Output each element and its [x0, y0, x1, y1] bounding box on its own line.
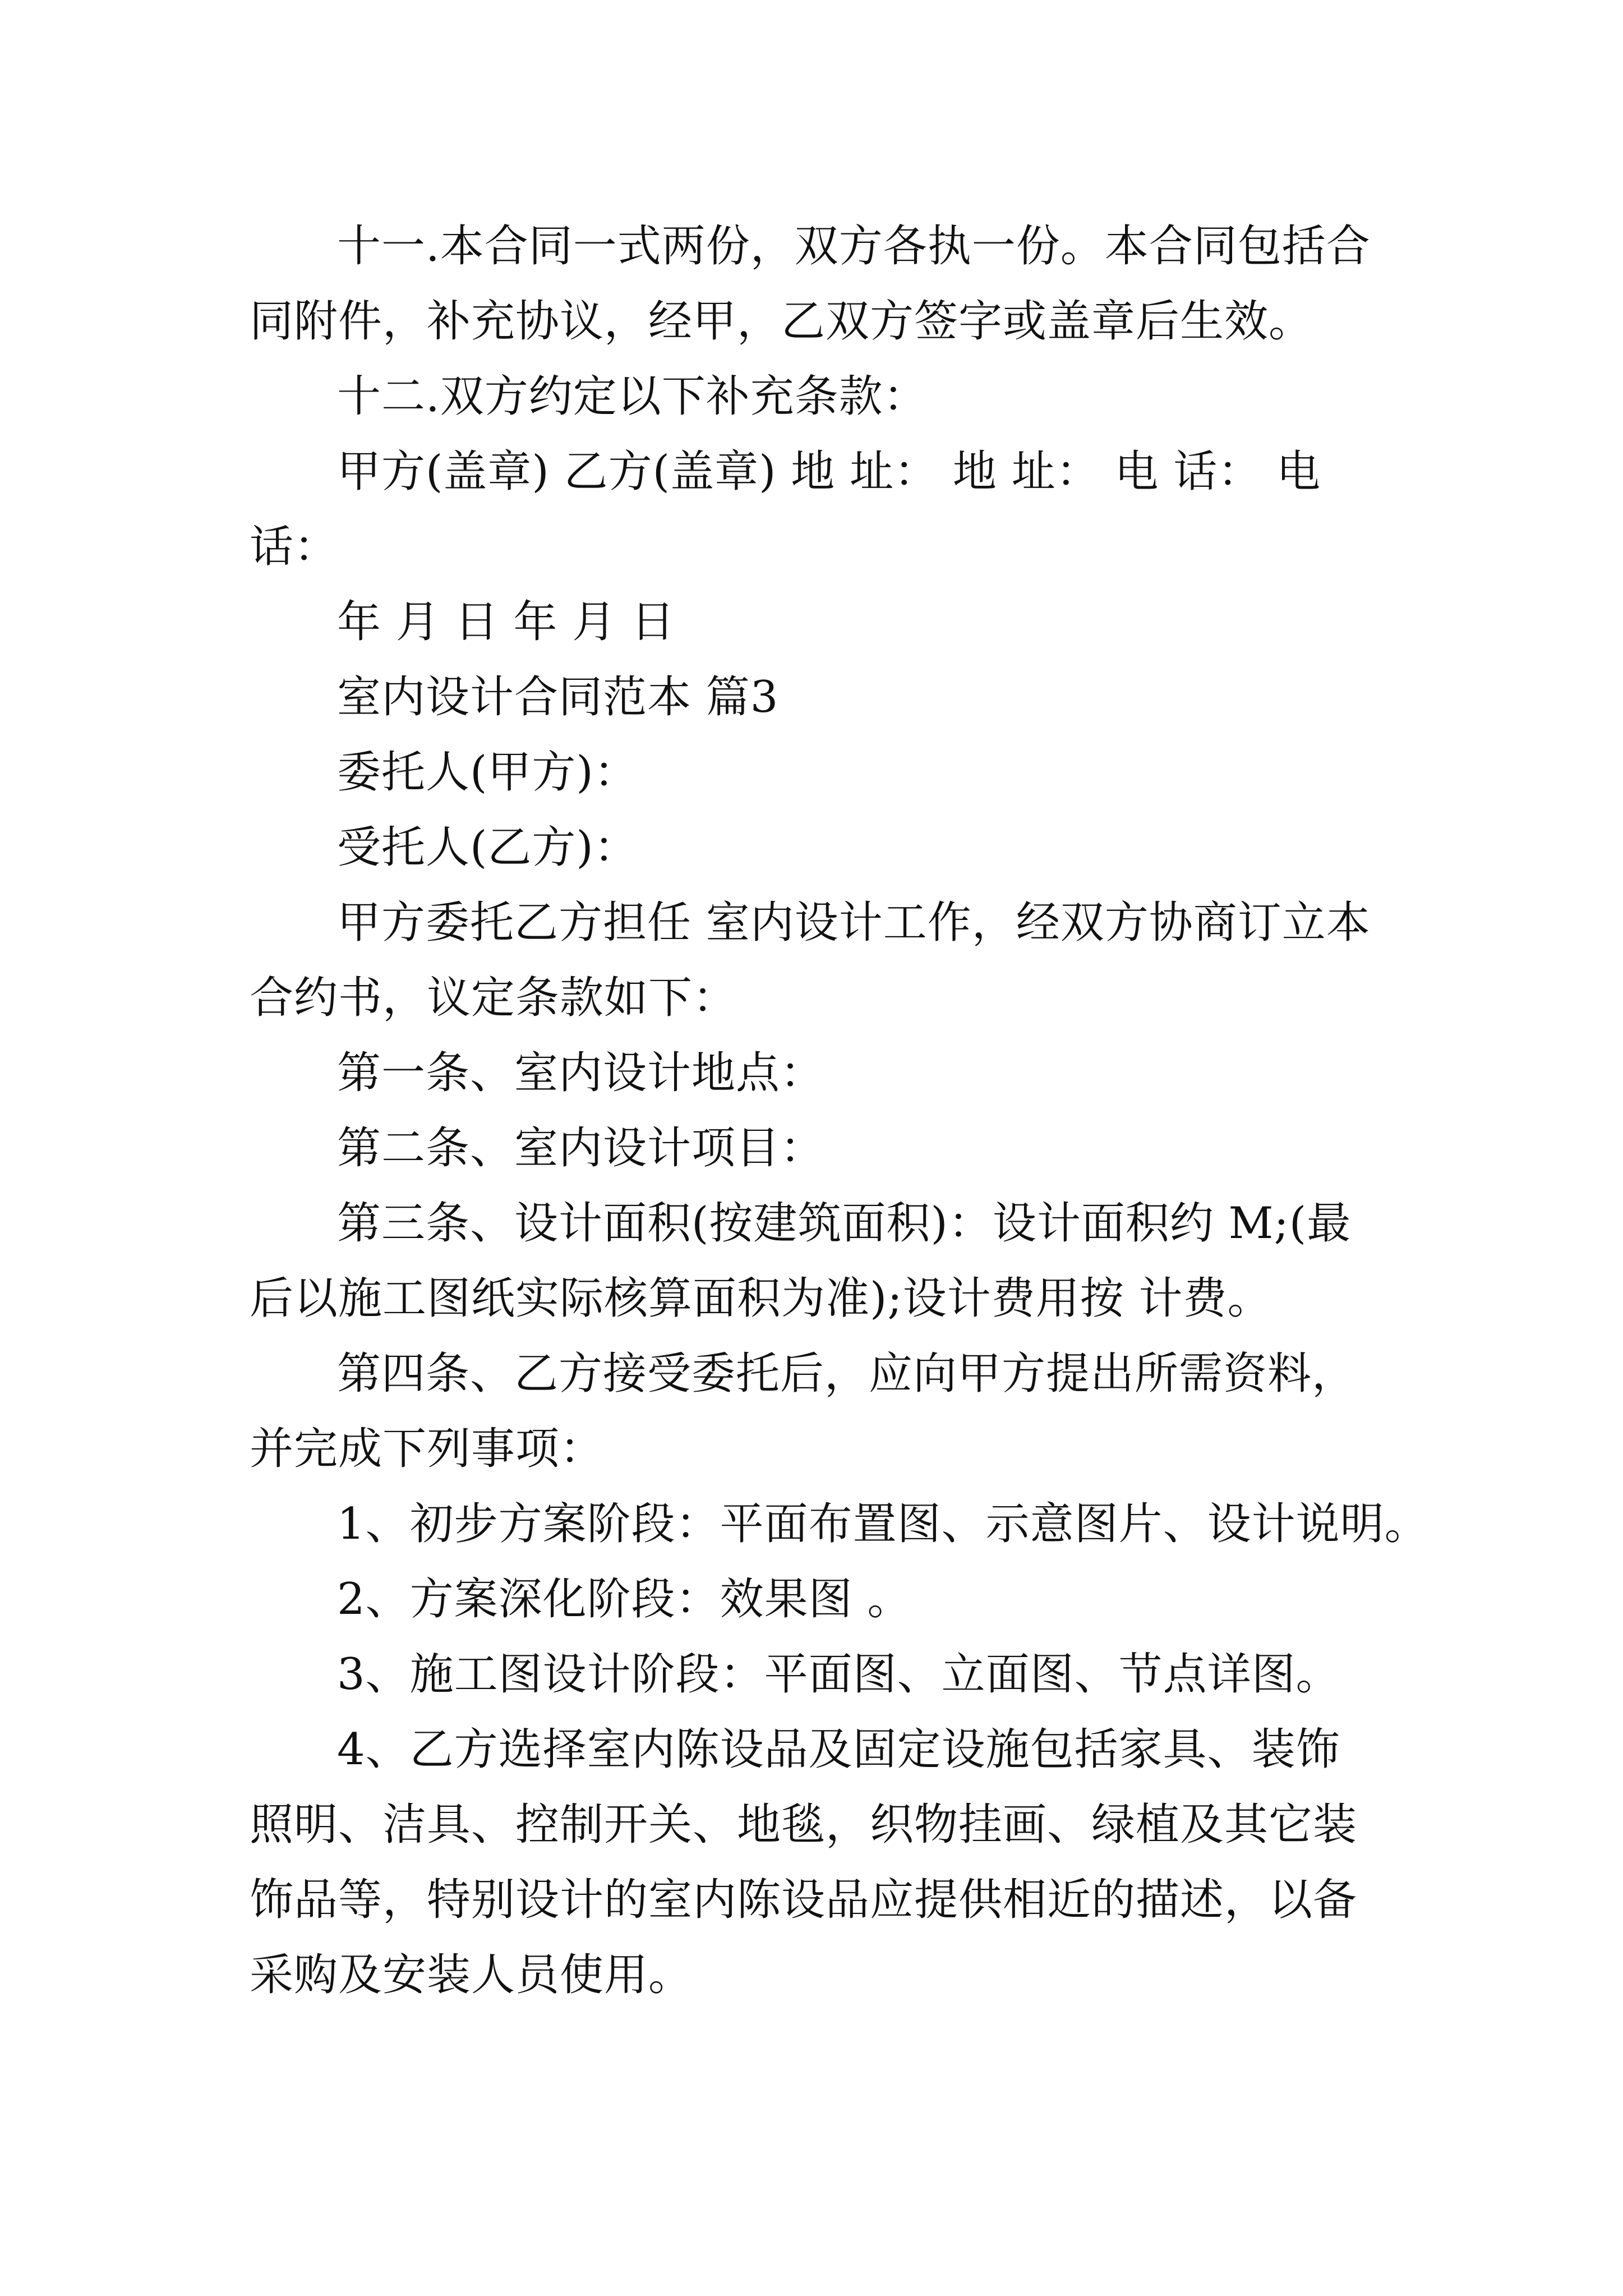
article-1-paragraph: 第一条、室内设计地点： [337, 1048, 825, 1098]
signature-fields-paragraph: 甲方(盖章) 乙方(盖章) 地 址： 地 址： 电 话： 电话： [250, 447, 1321, 572]
clause-11-paragraph: 十一.本合同一式两份，双方各执一份。本合同包括合同附件，补充协议，经甲，乙双方签字或盖章后生效。 [250, 221, 1371, 347]
item-1-paragraph: 1、初步方案阶段：平面布置图、示意图片、设计说明。 [337, 1499, 1429, 1549]
article-4-paragraph: 第四条、乙方接受委托后，应向甲方提出所需资料，并完成下列事项： [250, 1349, 1357, 1474]
article-2-paragraph: 第二条、室内设计项目： [337, 1123, 825, 1174]
date-fields-paragraph: 年 月 日 年 月 日 [337, 597, 675, 647]
section-title: 室内设计合同范本 篇3 [337, 672, 779, 723]
item-2-paragraph: 2、方案深化阶段：效果图 。 [337, 1574, 912, 1625]
article-3-paragraph: 第三条、设计面积(按建筑面积)：设计面积约 M;(最后以施工图纸实际核算面积为准);设计费用按 计费。 [250, 1198, 1352, 1324]
contractor-party-line: 受托人(乙方)： [337, 822, 638, 873]
agreement-intro-paragraph: 甲方委托乙方担任 室内设计工作，经双方协商订立本合约书，议定条款如下： [250, 898, 1371, 1023]
clause-12-paragraph: 十二.双方约定以下补充条款： [337, 371, 928, 422]
item-4-paragraph: 4、乙方选择室内陈设品及固定设施包括家具、装饰照明、洁具、控制开关、地毯，织物挂画、绿植及其它装饰品等，特别设计的室内陈设品应提供相近的描述，以备采购及安装人员使用。 [250, 1724, 1358, 2000]
client-party-line: 委托人(甲方)： [337, 747, 638, 798]
document-body [250, 209, 1429, 2013]
item-3-paragraph: 3、施工图设计阶段：平面图、立面图、节点详图。 [337, 1649, 1340, 1700]
